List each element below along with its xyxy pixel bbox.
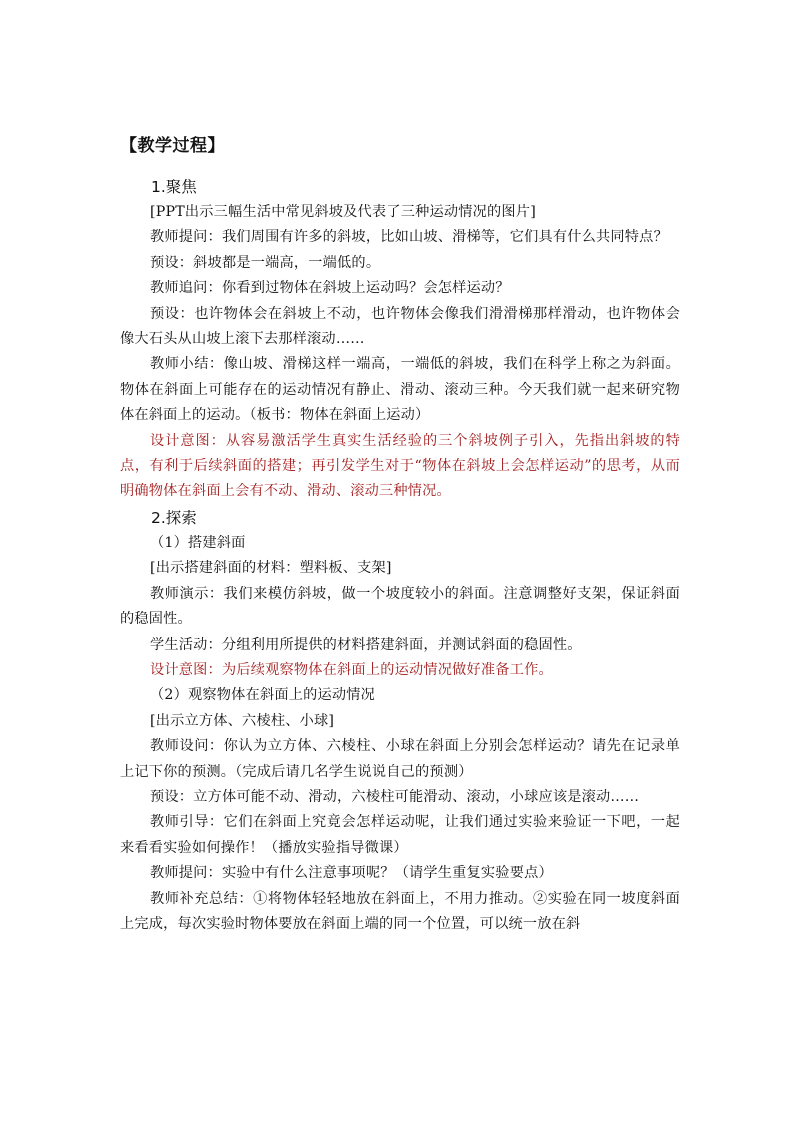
paragraph-student-activity: 学生活动：分组利用所提供的材料搭建斜面，并测试斜面的稳固性。: [150, 636, 582, 653]
paragraph-preset-2: 预设：也许物体会在斜坡上不动，也许物体会像我们滑滑梯那样滑动，也许物体会像大石头从山坡上滚下去那样滚动……: [120, 305, 680, 348]
paragraph-preset-3: 预设：立方体可能不动、滑动，六棱柱可能滑动、滚动，小球应该是滚动……: [150, 788, 640, 805]
paragraph-design-intent-1: 设计意图：从容易激活学生真实生活经验的三个斜坡例子引入，先指出斜坡的特点，有利于后续斜面的搭建；再引发学生对于“物体在斜坡上会怎样运动”的思考，从而明确物体在斜面上会有不动、滑动、滚动三种情况。: [120, 432, 680, 500]
paragraph-teacher-question: 教师提问：我们周围有许多的斜坡，比如山坡、滑梯等，它们具有什么共同特点？: [150, 229, 668, 246]
paragraph-teacher-question-2: 教师提问：实验中有什么注意事项呢？（请学生重复实验要点）: [150, 865, 553, 882]
document-content: [120, 132, 680, 937]
section-heading: 【教学过程】: [120, 136, 225, 156]
paragraph-teacher-summary: 教师小结：像山坡、滑梯这样一端高，一端低的斜坡，我们在科学上称之为斜面。物体在斜面上可能存在的运动情况有静止、滑动、滚动三种。今天我们就一起来研究物体在斜面上的运动。（板书：物体在斜面上运动）: [120, 356, 680, 424]
subsection-title-build-slope: （1）搭建斜面: [150, 534, 246, 551]
paragraph-design-intent-2: 设计意图：为后续观察物体在斜面上的运动情况做好准备工作。: [150, 661, 553, 678]
subsection-title-observe-motion: （2）观察物体在斜面上的运动情况: [150, 687, 376, 704]
paragraph-objects-note: [出示立方体、六棱柱、小球]: [150, 712, 335, 729]
paragraph-teacher-conclusion: 教师补充总结：①将物体轻轻地放在斜面上，不用力推动。②实验在同一坡度斜面上完成，每次实验时物体要放在斜面上端的同一个位置，可以统一放在斜: [120, 890, 680, 932]
paragraph-teacher-follow-up: 教师追问：你看到过物体在斜坡上运动吗？会怎样运动？: [150, 280, 510, 297]
paragraph-materials-note: [出示搭建斜面的材料：塑料板、支架]: [150, 560, 392, 577]
paragraph-ppt-note: [PPT出示三幅生活中常见斜坡及代表了三种运动情况的图片]: [150, 204, 536, 220]
paragraph-teacher-guidance: 教师引导：它们在斜面上究竟会怎样运动呢，让我们通过实验来验证一下吧，一起来看看实验如何操作！（播放实验指导微课）: [120, 814, 680, 856]
paragraph-teacher-demo: 教师演示：我们来模仿斜坡，做一个坡度较小的斜面。注意调整好支架，保证斜面的稳固性。: [120, 585, 680, 628]
paragraph-preset-1: 预设：斜坡都是一端高，一端低的。: [150, 254, 381, 271]
section-title-explore: 2.探索: [151, 508, 197, 527]
paragraph-teacher-hypothesis: 教师设问：你认为立方体、六棱柱、小球在斜面上分别会怎样运动？请先在记录单上记下你的预测。（完成后请几名学生说说自己的预测）: [120, 738, 680, 780]
section-title-focus: 1.聚焦: [151, 178, 197, 196]
